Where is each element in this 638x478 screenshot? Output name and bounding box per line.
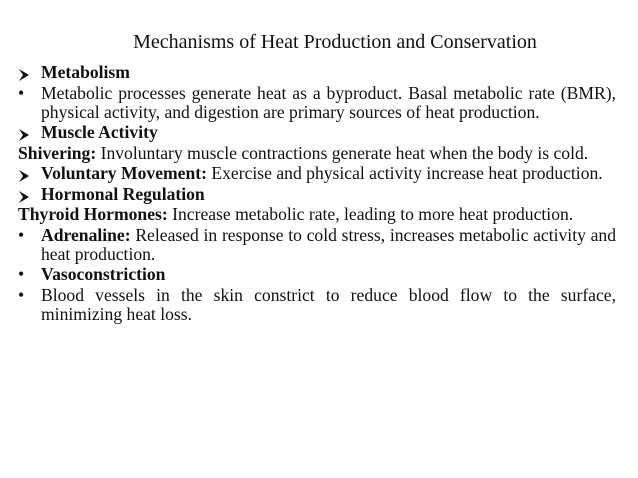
list-item-voluntary-movement — [18, 164, 616, 183]
arrow-bullet-icon — [18, 185, 38, 204]
bullet-icon: • — [18, 264, 25, 284]
list-item-muscle-activity — [18, 123, 616, 142]
term-adrenaline: Adrenaline: — [41, 224, 131, 245]
heading-hormonal-regulation: Hormonal Regulation — [41, 183, 205, 204]
slide-title: Mechanisms of Heat Production and Conservation — [133, 31, 537, 53]
list-item-vasoconstriction — [18, 265, 616, 284]
term-thyroid-hormones: Thyroid Hormones: — [18, 204, 168, 224]
item-text: Increase metabolic rate, leading to more heat production. — [167, 204, 574, 224]
bullet-icon: • — [18, 284, 25, 305]
list-item-metabolism — [18, 63, 616, 82]
bullet-icon: • — [18, 224, 25, 245]
arrow-bullet-icon — [18, 164, 38, 183]
heading-metabolism: Metabolism — [41, 62, 130, 82]
list-item-metabolic-processes — [18, 84, 616, 122]
list-item-blood-vessels — [18, 286, 616, 324]
item-text: Exercise and physical activity increase heat production. — [206, 163, 603, 183]
item-text: Released in response to cold stress, increases metabolic activity and heat production. — [41, 224, 616, 264]
list-item-shivering — [18, 144, 616, 163]
item-text: Metabolic processes generate heat as a byproduct. Basal metabolic rate (BMR), physical activity, and digestion are primary sources of heat production. — [41, 82, 616, 122]
list-item-thyroid-hormones — [18, 205, 616, 224]
item-text: Blood vessels in the skin constrict to reduce blood flow to the surface, minimizing heat loss. — [41, 284, 616, 324]
arrow-bullet-icon — [18, 63, 38, 82]
list-item-hormonal-regulation — [18, 185, 616, 204]
term-vasoconstriction: Vasoconstriction — [41, 264, 166, 284]
item-text: Involuntary muscle contractions generate heat when the body is cold. — [96, 142, 589, 163]
term-shivering: Shivering: — [18, 142, 97, 163]
bullet-icon: • — [18, 82, 25, 103]
list-item-adrenaline — [18, 226, 616, 264]
heading-muscle-activity: Muscle Activity — [41, 122, 158, 142]
term-voluntary-movement: Voluntary Movement: — [41, 163, 207, 183]
arrow-bullet-icon — [18, 123, 38, 142]
slide-content — [18, 63, 616, 325]
